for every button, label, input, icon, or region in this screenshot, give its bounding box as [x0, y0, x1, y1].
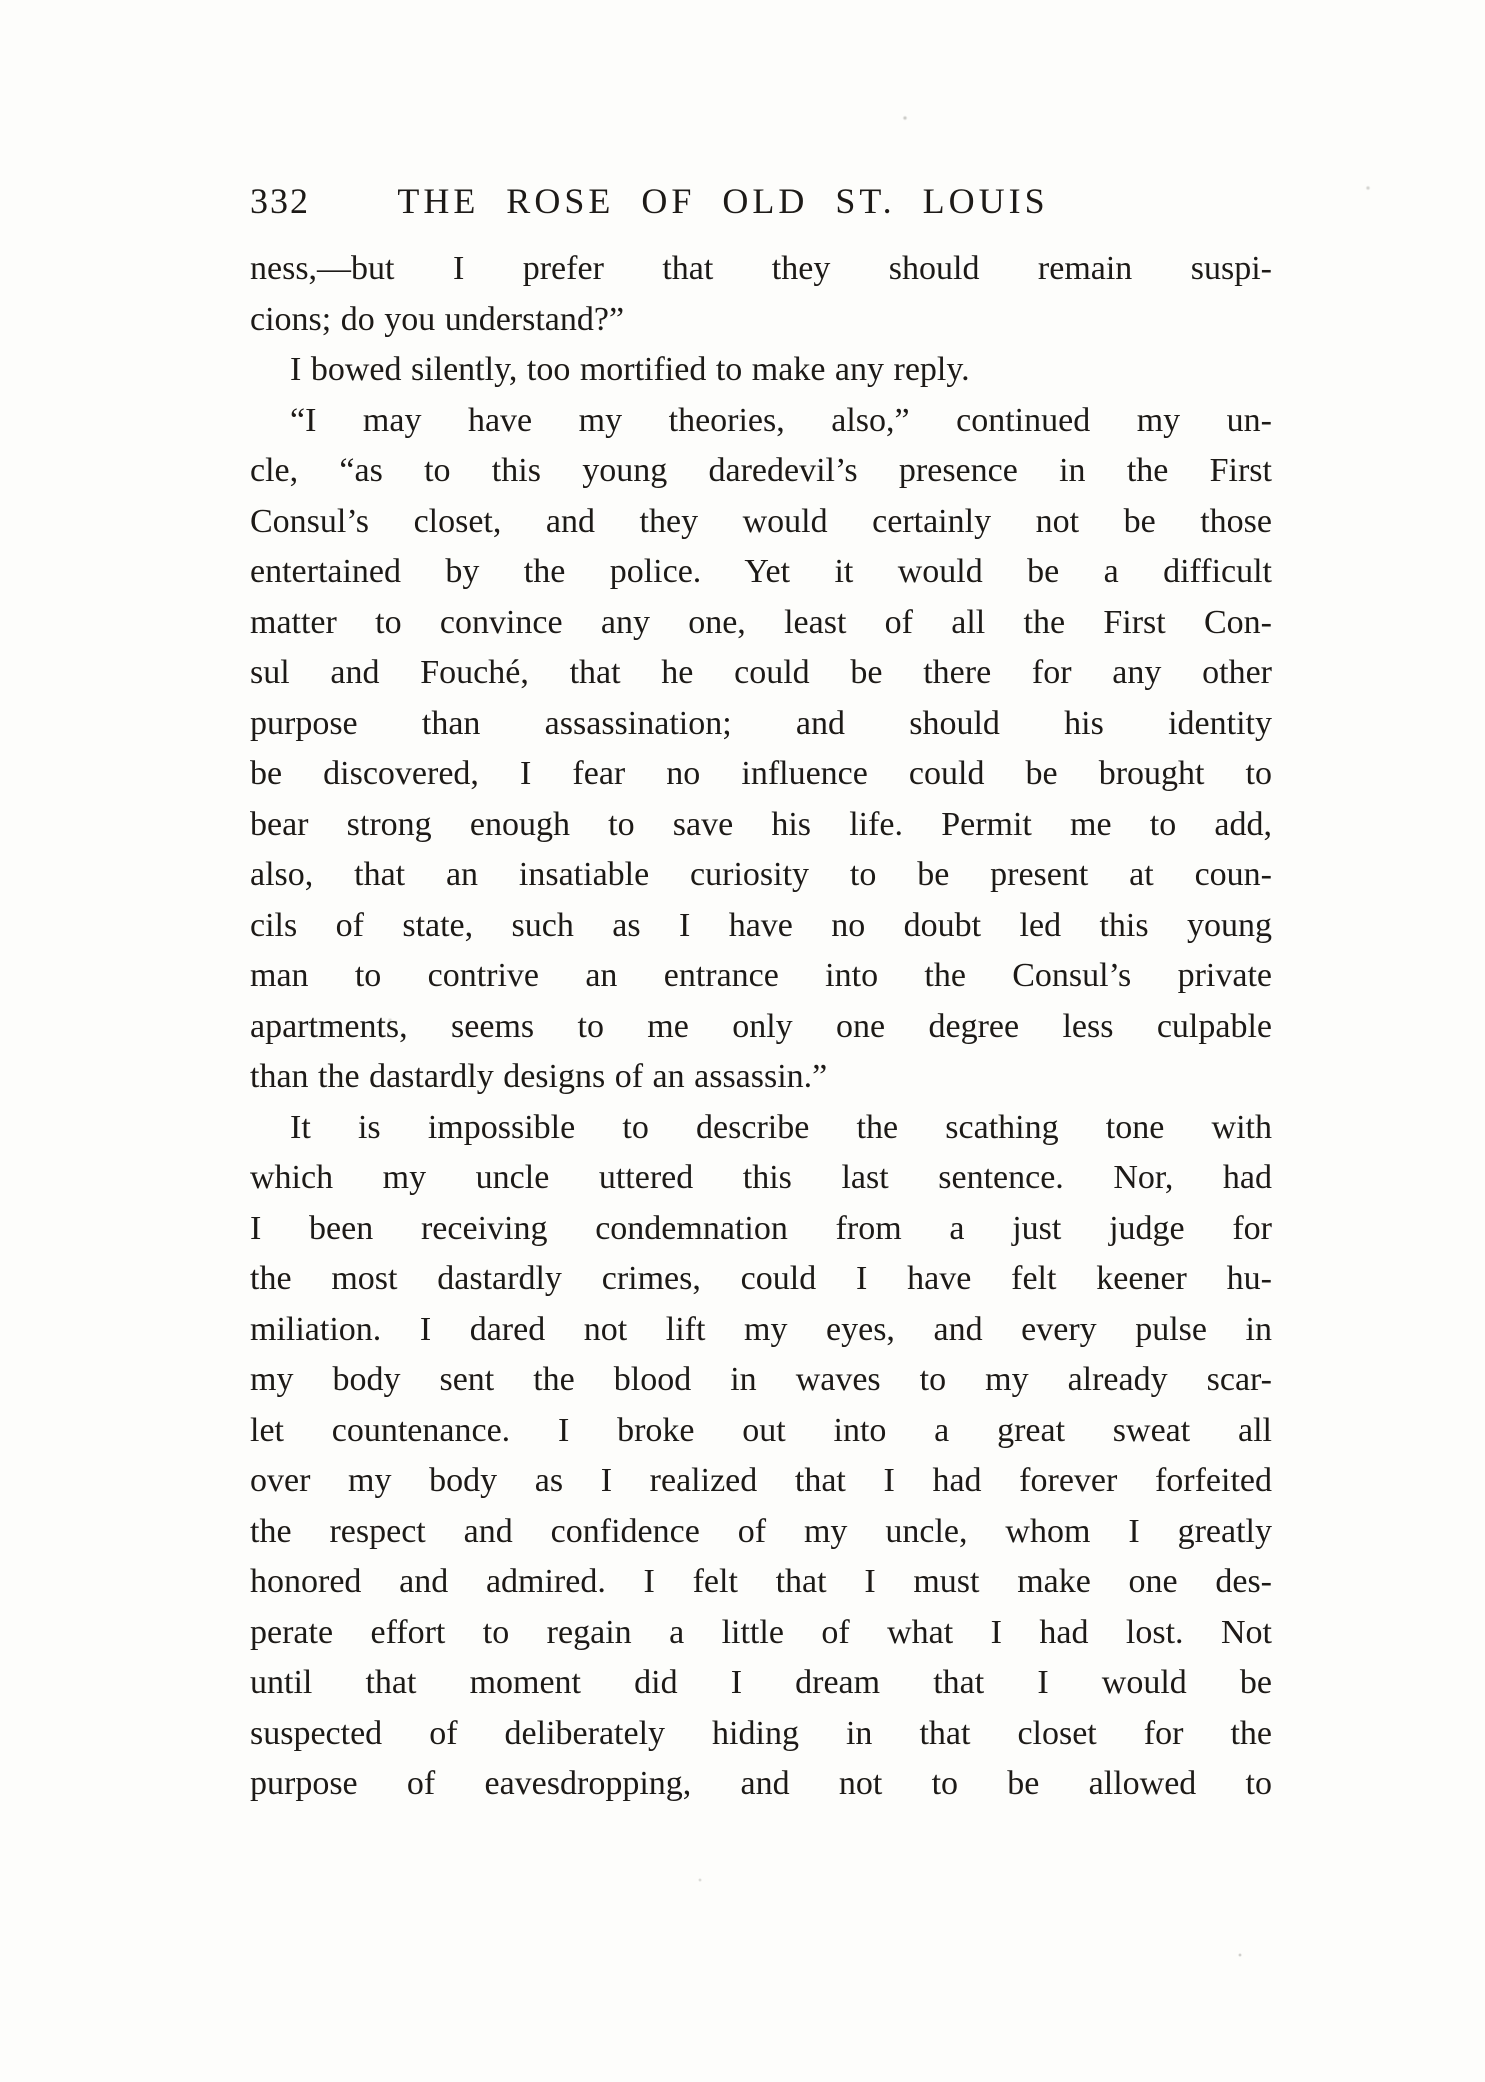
- text-line: ness,—but I prefer that they should remain suspi-: [250, 250, 1272, 287]
- text-line: miliation. I dared not lift my eyes, and every pulse in: [250, 1310, 1272, 1348]
- text-line: man to contrive an entrance into the Consul’s private: [250, 957, 1272, 994]
- text-line: cils of state, such as I have no doubt led this young: [250, 906, 1272, 944]
- text-line: which my uncle uttered this last sentence. Nor, had: [250, 1159, 1272, 1196]
- text-line: let countenance. I broke out into a great sweat all: [250, 1411, 1272, 1449]
- text-line: purpose of eavesdropping, and not to be allowed to: [250, 1765, 1272, 1802]
- text-line: suspected of deliberately hiding in that closet for the: [250, 1714, 1272, 1752]
- text-line: than the dastardly designs of an assassin.”: [250, 1058, 828, 1095]
- text-line: entertained by the police. Yet it would be a difficult: [250, 553, 1272, 590]
- text-line: purpose than assassination; and should his identity: [250, 704, 1272, 742]
- text-line: honored and admired. I felt that I must make one des-: [250, 1563, 1272, 1600]
- body-text: [250, 244, 1272, 1810]
- text-line: apartments, seems to me only one degree less culpable: [250, 1007, 1272, 1045]
- text-line: be discovered, I fear no influence could be brought to: [250, 755, 1272, 792]
- text-line: perate effort to regain a little of what I had lost. Not: [250, 1613, 1272, 1651]
- running-title: THE ROSE OF OLD ST. LOUIS: [397, 181, 1049, 221]
- page-header: [250, 176, 1272, 226]
- text-line: cle, “as to this young daredevil’s presence in the First: [250, 452, 1272, 489]
- text-line: the most dastardly crimes, could I have felt keener hu-: [250, 1260, 1272, 1297]
- text-line: It is impossible to describe the scathing tone with: [290, 1108, 1272, 1146]
- text-line: I bowed silently, too mortified to make any reply.: [290, 351, 970, 388]
- text-line: the respect and confidence of my uncle, whom I greatly: [250, 1512, 1272, 1550]
- text-line: I been receiving condemnation from a just judge for: [250, 1209, 1272, 1247]
- text-line: my body sent the blood in waves to my already scar-: [250, 1361, 1272, 1398]
- text-line: bear strong enough to save his life. Permit me to add,: [250, 805, 1272, 843]
- text-line: “I may have my theories, also,” continued my un-: [290, 401, 1272, 439]
- text-line: also, that an insatiable curiosity to be present at coun-: [250, 856, 1272, 893]
- text-line: sul and Fouché, that he could be there for any other: [250, 654, 1272, 691]
- text-line: Consul’s closet, and they would certainly not be those: [250, 502, 1272, 540]
- text-line: cions; do you understand?”: [250, 300, 625, 338]
- text-line: matter to convince any one, least of all the First Con-: [250, 603, 1272, 641]
- page-number: 332: [250, 181, 310, 221]
- text-line: until that moment did I dream that I would be: [250, 1664, 1272, 1701]
- text-line: over my body as I realized that I had forever forfeited: [250, 1462, 1272, 1499]
